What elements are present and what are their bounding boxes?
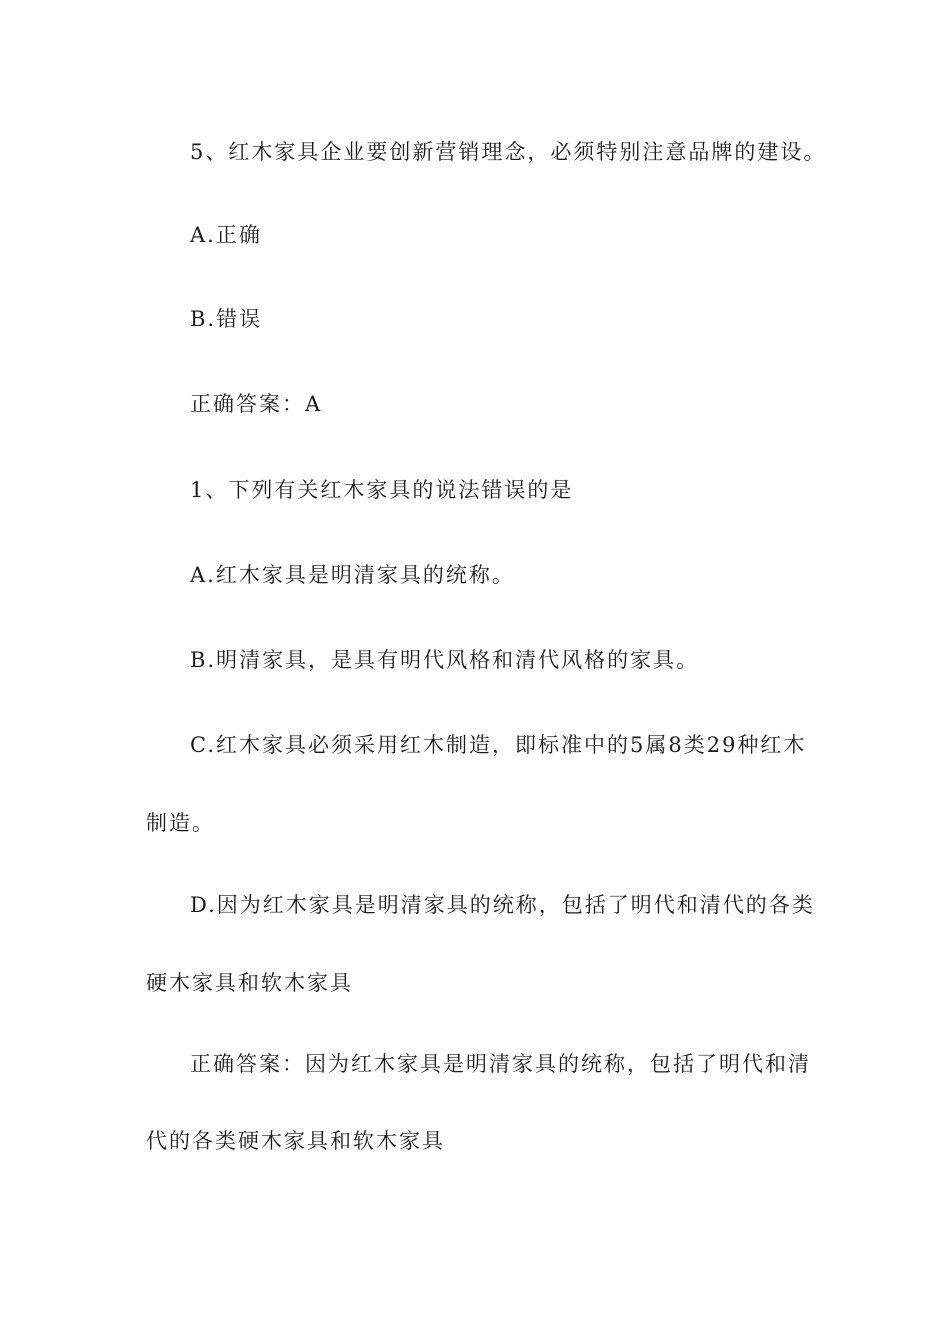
question-1-option-c: C.红木家具必须采用红木制造，即标准中的5属8类29种红木 — [190, 733, 807, 757]
question-1-stem: 1、下列有关红木家具的说法错误的是 — [190, 478, 574, 502]
question-1-answer-continuation: 代的各类硬木家具和软木家具 — [146, 1129, 445, 1153]
question-1-answer: 正确答案：因为红木家具是明清家具的统称，包括了明代和清 — [190, 1052, 811, 1076]
question-5-stem: 5、红木家具企业要创新营销理念，必须特别注意品牌的建设。 — [190, 140, 827, 164]
question-1-option-a: A.红木家具是明清家具的统称。 — [190, 563, 515, 587]
question-5-option-b: B.错误 — [190, 307, 263, 331]
question-1-option-c-continuation: 制造。 — [146, 811, 215, 835]
question-5-option-a: A.正确 — [190, 223, 262, 247]
question-1-option-d: D.因为红木家具是明清家具的统称，包括了明代和清代的各类 — [190, 893, 815, 917]
question-1-option-b: B.明清家具，是具有明代风格和清代风格的家具。 — [190, 648, 700, 672]
question-5-answer: 正确答案：A — [190, 392, 323, 416]
question-1-option-d-continuation: 硬木家具和软木家具 — [146, 971, 353, 995]
